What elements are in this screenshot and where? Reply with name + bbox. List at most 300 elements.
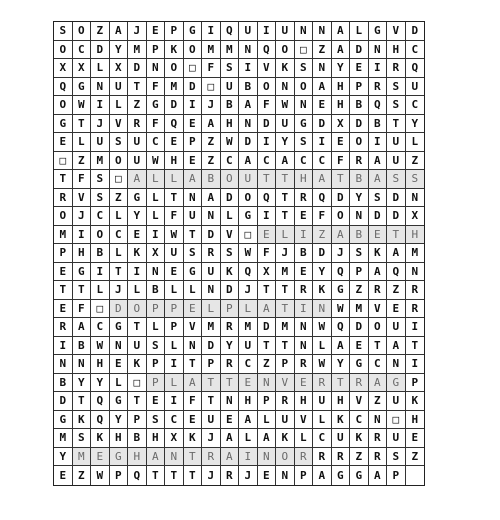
grid-cell[interactable]: L	[147, 170, 166, 189]
grid-cell[interactable]: X	[165, 429, 184, 448]
grid-cell[interactable]: E	[350, 337, 369, 356]
grid-cell[interactable]: H	[147, 429, 166, 448]
grid-cell[interactable]: L	[147, 189, 166, 208]
grid-cell[interactable]: R	[221, 318, 240, 337]
grid-cell[interactable]: W	[73, 96, 92, 115]
grid-cell[interactable]: U	[276, 22, 295, 41]
grid-cell[interactable]: K	[369, 244, 388, 263]
grid-cell[interactable]: T	[73, 392, 92, 411]
grid-cell[interactable]: D	[221, 189, 240, 208]
grid-cell[interactable]: I	[128, 263, 147, 282]
grid-cell[interactable]: M	[128, 41, 147, 60]
grid-cell[interactable]: L	[91, 59, 110, 78]
grid-cell[interactable]: R	[313, 448, 332, 467]
grid-cell[interactable]: K	[332, 411, 351, 430]
grid-cell[interactable]: D	[110, 300, 129, 319]
grid-cell[interactable]: O	[54, 96, 73, 115]
grid-cell[interactable]: A	[184, 374, 203, 393]
grid-cell[interactable]: L	[128, 281, 147, 300]
grid-cell[interactable]: D	[221, 281, 240, 300]
grid-cell[interactable]: F	[147, 115, 166, 134]
grid-cell[interactable]: E	[110, 355, 129, 374]
grid-cell[interactable]: C	[406, 96, 425, 115]
grid-cell[interactable]: D	[258, 115, 277, 134]
grid-cell[interactable]: L	[165, 281, 184, 300]
grid-cell[interactable]: C	[110, 226, 129, 245]
grid-cell[interactable]: H	[332, 96, 351, 115]
grid-cell[interactable]: T	[276, 207, 295, 226]
grid-cell[interactable]: C	[406, 41, 425, 60]
grid-cell[interactable]: R	[295, 281, 314, 300]
grid-cell[interactable]: K	[128, 355, 147, 374]
grid-cell[interactable]: A	[369, 466, 388, 485]
grid-cell[interactable]: T	[184, 466, 203, 485]
grid-cell[interactable]: O	[295, 78, 314, 97]
grid-cell[interactable]: F	[332, 152, 351, 171]
grid-cell[interactable]: X	[54, 59, 73, 78]
grid-cell[interactable]: M	[54, 429, 73, 448]
grid-cell[interactable]: N	[239, 41, 258, 60]
grid-cell[interactable]: N	[258, 448, 277, 467]
grid-cell[interactable]: K	[350, 429, 369, 448]
grid-cell[interactable]: T	[73, 281, 92, 300]
grid-cell[interactable]: G	[350, 355, 369, 374]
grid-cell[interactable]: O	[54, 207, 73, 226]
grid-cell[interactable]: T	[165, 466, 184, 485]
grid-cell[interactable]: T	[387, 115, 406, 134]
grid-cell[interactable]: S	[387, 78, 406, 97]
grid-cell[interactable]: P	[54, 244, 73, 263]
grid-cell[interactable]: Z	[110, 189, 129, 208]
grid-cell[interactable]: T	[184, 355, 203, 374]
grid-cell[interactable]: G	[54, 411, 73, 430]
grid-cell[interactable]: J	[202, 96, 221, 115]
grid-cell[interactable]: S	[406, 170, 425, 189]
grid-cell[interactable]: F	[147, 78, 166, 97]
grid-cell[interactable]: I	[202, 22, 221, 41]
grid-cell[interactable]: C	[258, 152, 277, 171]
grid-cell[interactable]: G	[147, 96, 166, 115]
grid-cell[interactable]: G	[239, 207, 258, 226]
grid-cell[interactable]: P	[295, 466, 314, 485]
grid-cell[interactable]: P	[147, 374, 166, 393]
grid-cell[interactable]: B	[350, 170, 369, 189]
grid-cell[interactable]: K	[276, 59, 295, 78]
grid-cell[interactable]: P	[165, 318, 184, 337]
grid-cell[interactable]: U	[276, 411, 295, 430]
grid-cell[interactable]: M	[350, 300, 369, 319]
grid-cell[interactable]: Y	[91, 374, 110, 393]
grid-cell[interactable]: T	[54, 170, 73, 189]
grid-cell[interactable]: R	[295, 448, 314, 467]
grid-cell[interactable]: E	[184, 115, 203, 134]
grid-cell[interactable]: O	[165, 59, 184, 78]
grid-cell[interactable]: E	[332, 133, 351, 152]
grid-cell[interactable]: D	[350, 41, 369, 60]
grid-cell[interactable]: G	[332, 466, 351, 485]
grid-cell[interactable]: R	[295, 189, 314, 208]
grid-cell[interactable]: Y	[332, 59, 351, 78]
grid-cell[interactable]: L	[147, 318, 166, 337]
grid-cell[interactable]: I	[295, 226, 314, 245]
grid-cell[interactable]: R	[350, 374, 369, 393]
grid-cell[interactable]: S	[91, 170, 110, 189]
grid-cell[interactable]: C	[313, 152, 332, 171]
grid-cell[interactable]: P	[147, 41, 166, 60]
grid-cell[interactable]: L	[110, 374, 129, 393]
grid-cell[interactable]: I	[91, 96, 110, 115]
grid-cell[interactable]: A	[221, 448, 240, 467]
grid-cell[interactable]: V	[110, 115, 129, 134]
grid-cell[interactable]: Q	[221, 22, 240, 41]
grid-cell[interactable]: E	[91, 448, 110, 467]
grid-cell[interactable]: O	[239, 189, 258, 208]
grid-cell[interactable]: J	[202, 466, 221, 485]
grid-cell[interactable]: V	[73, 189, 92, 208]
grid-cell[interactable]: E	[313, 96, 332, 115]
grid-cell[interactable]: W	[165, 226, 184, 245]
grid-cell[interactable]: A	[184, 170, 203, 189]
grid-cell[interactable]: □	[184, 59, 203, 78]
grid-cell[interactable]: P	[221, 300, 240, 319]
grid-cell[interactable]: M	[221, 41, 240, 60]
grid-cell[interactable]: T	[276, 281, 295, 300]
grid-cell[interactable]: O	[369, 318, 388, 337]
grid-cell[interactable]: W	[332, 300, 351, 319]
grid-cell[interactable]: I	[258, 207, 277, 226]
grid-cell[interactable]: L	[313, 411, 332, 430]
grid-cell[interactable]: L	[165, 337, 184, 356]
grid-cell[interactable]: G	[350, 466, 369, 485]
grid-cell[interactable]: O	[258, 78, 277, 97]
grid-cell[interactable]: G	[73, 263, 92, 282]
grid-cell[interactable]: R	[295, 355, 314, 374]
grid-cell[interactable]: B	[369, 115, 388, 134]
grid-cell[interactable]: □	[128, 374, 147, 393]
grid-cell[interactable]: T	[110, 263, 129, 282]
grid-cell[interactable]: I	[165, 355, 184, 374]
grid-cell[interactable]: U	[128, 133, 147, 152]
grid-cell[interactable]: C	[91, 318, 110, 337]
grid-cell[interactable]: L	[91, 281, 110, 300]
grid-cell[interactable]: I	[369, 59, 388, 78]
grid-cell[interactable]: A	[147, 448, 166, 467]
grid-cell[interactable]: N	[350, 207, 369, 226]
grid-cell[interactable]: K	[128, 244, 147, 263]
grid-cell[interactable]: V	[350, 392, 369, 411]
grid-cell[interactable]: L	[184, 281, 203, 300]
grid-cell[interactable]: R	[369, 281, 388, 300]
grid-cell[interactable]: U	[332, 429, 351, 448]
grid-cell[interactable]: L	[258, 411, 277, 430]
grid-cell[interactable]: E	[147, 22, 166, 41]
grid-cell[interactable]: N	[202, 207, 221, 226]
grid-cell[interactable]: A	[258, 429, 277, 448]
grid-cell[interactable]: A	[332, 22, 351, 41]
grid-cell[interactable]: Q	[258, 41, 277, 60]
grid-cell[interactable]: A	[313, 466, 332, 485]
grid-cell[interactable]: N	[110, 337, 129, 356]
grid-cell[interactable]: T	[258, 281, 277, 300]
grid-cell[interactable]: P	[202, 355, 221, 374]
grid-cell[interactable]: N	[313, 59, 332, 78]
grid-cell[interactable]: S	[387, 170, 406, 189]
grid-cell[interactable]: U	[239, 170, 258, 189]
grid-cell[interactable]: D	[202, 337, 221, 356]
grid-cell[interactable]: L	[202, 300, 221, 319]
grid-cell[interactable]: G	[332, 281, 351, 300]
grid-cell[interactable]: W	[239, 244, 258, 263]
grid-cell[interactable]: V	[221, 226, 240, 245]
grid-cell[interactable]: C	[369, 355, 388, 374]
grid-cell[interactable]: A	[369, 170, 388, 189]
grid-cell[interactable]: T	[258, 170, 277, 189]
grid-cell[interactable]: T	[369, 337, 388, 356]
grid-cell[interactable]: L	[295, 429, 314, 448]
grid-cell[interactable]: T	[54, 281, 73, 300]
grid-cell[interactable]: R	[369, 78, 388, 97]
grid-cell[interactable]: □	[110, 170, 129, 189]
grid-cell[interactable]: H	[73, 244, 92, 263]
grid-cell[interactable]: J	[239, 466, 258, 485]
grid-cell[interactable]: U	[128, 152, 147, 171]
grid-cell[interactable]: Y	[110, 41, 129, 60]
grid-cell[interactable]: P	[147, 355, 166, 374]
grid-cell[interactable]: N	[239, 115, 258, 134]
grid-cell[interactable]: T	[128, 392, 147, 411]
grid-cell[interactable]: O	[73, 22, 92, 41]
grid-cell[interactable]: A	[332, 41, 351, 60]
grid-cell[interactable]: M	[91, 152, 110, 171]
grid-cell[interactable]: M	[202, 41, 221, 60]
grid-cell[interactable]: K	[276, 429, 295, 448]
grid-cell[interactable]: A	[313, 170, 332, 189]
grid-cell[interactable]: N	[295, 318, 314, 337]
grid-cell[interactable]: N	[369, 41, 388, 60]
grid-cell[interactable]: Q	[406, 59, 425, 78]
grid-cell[interactable]: Q	[165, 115, 184, 134]
grid-cell[interactable]: R	[406, 281, 425, 300]
grid-cell[interactable]: I	[406, 355, 425, 374]
grid-cell[interactable]: D	[387, 189, 406, 208]
grid-cell[interactable]: X	[258, 263, 277, 282]
grid-cell[interactable]: A	[128, 170, 147, 189]
grid-cell[interactable]: A	[202, 115, 221, 134]
grid-cell[interactable]: B	[350, 226, 369, 245]
grid-cell[interactable]: R	[387, 59, 406, 78]
grid-cell[interactable]: N	[295, 337, 314, 356]
grid-cell[interactable]: B	[202, 170, 221, 189]
grid-cell[interactable]: U	[165, 244, 184, 263]
grid-cell[interactable]: F	[165, 207, 184, 226]
grid-cell[interactable]: M	[54, 226, 73, 245]
grid-cell[interactable]: D	[406, 22, 425, 41]
grid-cell[interactable]: Y	[350, 189, 369, 208]
grid-cell[interactable]: Y	[313, 263, 332, 282]
grid-cell[interactable]: C	[147, 133, 166, 152]
grid-cell[interactable]: H	[387, 41, 406, 60]
grid-cell[interactable]: Z	[313, 226, 332, 245]
grid-cell[interactable]: V	[258, 59, 277, 78]
grid-cell[interactable]: M	[73, 448, 92, 467]
grid-cell[interactable]: Z	[258, 355, 277, 374]
grid-cell[interactable]: Z	[350, 448, 369, 467]
grid-cell[interactable]: V	[369, 300, 388, 319]
grid-cell[interactable]: A	[73, 318, 92, 337]
grid-cell[interactable]: E	[54, 263, 73, 282]
grid-cell[interactable]: E	[54, 133, 73, 152]
grid-cell[interactable]: D	[387, 207, 406, 226]
grid-cell[interactable]: R	[54, 189, 73, 208]
grid-cell[interactable]: M	[202, 318, 221, 337]
grid-cell[interactable]: Z	[369, 392, 388, 411]
grid-cell[interactable]: R	[221, 466, 240, 485]
grid-cell[interactable]: U	[387, 429, 406, 448]
grid-cell[interactable]: T	[184, 226, 203, 245]
grid-cell[interactable]: S	[147, 411, 166, 430]
grid-cell[interactable]: Q	[258, 189, 277, 208]
grid-cell[interactable]: L	[110, 207, 129, 226]
grid-cell[interactable]: U	[387, 152, 406, 171]
grid-cell[interactable]: L	[73, 133, 92, 152]
grid-cell[interactable]: N	[295, 22, 314, 41]
grid-cell[interactable]: P	[165, 22, 184, 41]
grid-cell[interactable]: L	[221, 207, 240, 226]
grid-cell[interactable]: H	[110, 429, 129, 448]
grid-cell[interactable]: D	[313, 115, 332, 134]
grid-cell[interactable]: I	[147, 226, 166, 245]
grid-cell[interactable]: □	[239, 226, 258, 245]
grid-cell[interactable]: U	[387, 318, 406, 337]
grid-cell[interactable]: H	[91, 355, 110, 374]
grid-cell[interactable]: D	[313, 244, 332, 263]
grid-cell[interactable]: Q	[332, 318, 351, 337]
grid-cell[interactable]: Z	[202, 133, 221, 152]
grid-cell[interactable]: S	[387, 448, 406, 467]
grid-cell[interactable]: L	[276, 226, 295, 245]
grid-cell[interactable]: I	[313, 133, 332, 152]
grid-cell[interactable]: P	[147, 300, 166, 319]
grid-cell[interactable]: J	[110, 281, 129, 300]
grid-cell[interactable]: A	[313, 78, 332, 97]
grid-cell[interactable]: U	[276, 115, 295, 134]
grid-cell[interactable]: T	[73, 115, 92, 134]
grid-cell[interactable]: C	[91, 207, 110, 226]
grid-cell[interactable]: G	[369, 22, 388, 41]
grid-cell[interactable]: B	[221, 96, 240, 115]
grid-cell[interactable]: S	[91, 189, 110, 208]
grid-cell[interactable]: P	[350, 78, 369, 97]
grid-cell[interactable]: W	[276, 96, 295, 115]
grid-cell[interactable]: T	[332, 170, 351, 189]
grid-cell[interactable]: Z	[406, 448, 425, 467]
grid-cell[interactable]: Y	[221, 337, 240, 356]
grid-cell[interactable]: T	[387, 226, 406, 245]
grid-cell[interactable]: Z	[128, 96, 147, 115]
grid-cell[interactable]: N	[221, 392, 240, 411]
grid-cell[interactable]: Q	[239, 263, 258, 282]
grid-cell[interactable]: T	[258, 337, 277, 356]
grid-cell[interactable]: V	[184, 318, 203, 337]
grid-cell[interactable]: M	[276, 318, 295, 337]
grid-cell[interactable]: S	[110, 133, 129, 152]
grid-cell[interactable]: A	[369, 263, 388, 282]
grid-cell[interactable]: A	[110, 22, 129, 41]
grid-cell[interactable]: T	[147, 466, 166, 485]
grid-cell[interactable]: O	[184, 41, 203, 60]
grid-cell[interactable]: I	[165, 392, 184, 411]
grid-cell[interactable]: J	[202, 429, 221, 448]
grid-cell[interactable]: H	[295, 170, 314, 189]
grid-cell[interactable]: O	[221, 170, 240, 189]
grid-cell[interactable]: I	[406, 318, 425, 337]
grid-cell[interactable]: U	[202, 411, 221, 430]
grid-cell[interactable]: I	[239, 59, 258, 78]
grid-cell[interactable]: I	[258, 133, 277, 152]
grid-cell[interactable]: N	[147, 263, 166, 282]
grid-cell[interactable]: U	[128, 337, 147, 356]
grid-cell[interactable]: U	[110, 78, 129, 97]
grid-cell[interactable]: E	[369, 226, 388, 245]
grid-cell[interactable]: H	[406, 411, 425, 430]
grid-cell[interactable]: C	[350, 411, 369, 430]
grid-cell[interactable]: E	[295, 263, 314, 282]
grid-cell[interactable]: L	[239, 429, 258, 448]
grid-cell[interactable]: □	[387, 411, 406, 430]
grid-cell[interactable]: Y	[406, 115, 425, 134]
grid-cell[interactable]: I	[91, 263, 110, 282]
grid-cell[interactable]: A	[202, 189, 221, 208]
grid-cell[interactable]: D	[184, 78, 203, 97]
grid-cell[interactable]: K	[313, 281, 332, 300]
grid-cell[interactable]: N	[165, 448, 184, 467]
grid-cell[interactable]: B	[91, 244, 110, 263]
grid-cell[interactable]: K	[184, 429, 203, 448]
grid-cell[interactable]: R	[221, 355, 240, 374]
grid-cell[interactable]: K	[221, 263, 240, 282]
grid-cell[interactable]: G	[387, 374, 406, 393]
grid-cell[interactable]: R	[128, 115, 147, 134]
grid-cell[interactable]: B	[239, 78, 258, 97]
grid-cell[interactable]: J	[128, 22, 147, 41]
grid-cell[interactable]: I	[184, 96, 203, 115]
grid-cell[interactable]: W	[91, 337, 110, 356]
grid-cell[interactable]: V	[387, 22, 406, 41]
grid-cell[interactable]: U	[202, 263, 221, 282]
grid-cell[interactable]: N	[184, 189, 203, 208]
grid-cell[interactable]: S	[147, 337, 166, 356]
grid-cell[interactable]: N	[295, 96, 314, 115]
grid-cell[interactable]: J	[239, 281, 258, 300]
grid-cell[interactable]: E	[406, 429, 425, 448]
grid-cell[interactable]: L	[313, 337, 332, 356]
grid-cell[interactable]: G	[73, 78, 92, 97]
grid-cell[interactable]: L	[406, 133, 425, 152]
grid-cell[interactable]: Z	[202, 152, 221, 171]
grid-cell[interactable]: R	[202, 244, 221, 263]
grid-cell[interactable]: M	[239, 318, 258, 337]
grid-cell[interactable]: I	[369, 133, 388, 152]
grid-cell[interactable]: G	[184, 22, 203, 41]
grid-cell[interactable]: W	[313, 318, 332, 337]
grid-cell[interactable]: J	[91, 115, 110, 134]
grid-cell[interactable]: □	[54, 152, 73, 171]
grid-cell[interactable]: M	[276, 263, 295, 282]
grid-cell[interactable]: D	[332, 189, 351, 208]
grid-cell[interactable]: Q	[91, 411, 110, 430]
grid-cell[interactable]: N	[276, 466, 295, 485]
grid-cell[interactable]: R	[313, 374, 332, 393]
